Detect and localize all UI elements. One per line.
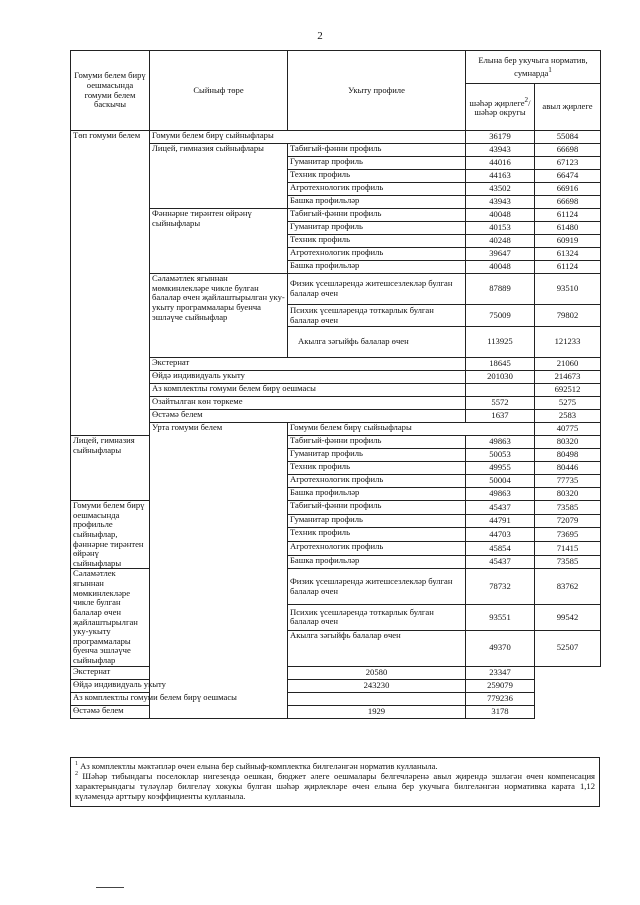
table-row [71,144,601,157]
value-urban: 49863 [466,436,535,449]
footnote-1-text: Аз комплектлы мәктәпләр өчен елына бер сыйныф-комплектка билгеләнгән норматив кулланыла. [80,761,438,771]
value-rural: 5275 [535,397,601,410]
profile-cell: Табигый-фәнни профиль [288,501,466,515]
profile-cell: Агротехнологик профиль [288,542,466,556]
row-label: Өйдә индивидуаль укыту [150,371,466,384]
profile-cell: Психик үсешләрендә тоткарлык булган балалар өчен [288,305,466,327]
footnotes [70,757,600,807]
value-rural: 2583 [535,410,601,423]
row-label: Экстернат [71,666,288,679]
value-rural: 21060 [535,358,601,371]
value-rural: 61480 [535,222,601,235]
value-rural: 61124 [535,209,601,222]
profile-cell: Агротехнологик профиль [288,248,466,261]
table-row [71,666,601,679]
footnote-2 [75,771,595,801]
value-rural: 259079 [466,679,535,692]
value-rural: 66474 [535,170,601,183]
profile-cell: Техник профиль [288,235,466,248]
profile-cell: Акылга зәгыйфь балалар өчен [288,327,466,358]
value-rural: 3178 [466,705,535,718]
table-row [71,397,601,410]
table-row [71,705,601,718]
value-urban: 49370 [466,630,535,666]
value-urban: 50004 [466,475,535,488]
value-urban: 49955 [466,462,535,475]
value-urban: 39647 [466,248,535,261]
value-rural: 60919 [535,235,601,248]
value-urban: 43502 [466,183,535,196]
row-label: Өйдә индивидуаль укыту [71,679,288,692]
value-rural: 71415 [535,542,601,556]
value-rural: 66698 [535,196,601,209]
value-rural: 61124 [535,261,601,274]
class-type-cell: Сәламәтлек ягыннан мөмкинлекләре чикле булган балалар өчен җайлаштырылган уку-укыту программалары буенча эшләүче сыйныфлар [71,569,150,666]
value-rural: 23347 [466,666,535,679]
table-row [71,384,601,397]
value-urban: 78732 [466,569,535,605]
class-type-cell: Лицей, гимназия сыйныфлары [71,436,150,501]
value-urban: 43943 [466,196,535,209]
header-norm-sup: 1 [548,65,552,74]
table-row [71,358,601,371]
profile-cell: Башка профильләр [288,261,466,274]
footnote-1 [75,761,595,771]
header-urban [466,84,535,131]
value-rural: 93510 [535,274,601,305]
value-urban: 44703 [466,528,535,542]
value-rural: 61324 [535,248,601,261]
value-urban: 40248 [466,235,535,248]
table-row [71,423,601,436]
value-urban: 40153 [466,222,535,235]
profile-cell: Гуманитар профиль [288,449,466,462]
value-rural: 67123 [535,157,601,170]
value-rural: 77735 [535,475,601,488]
profile-cell: Техник профиль [288,170,466,183]
value-urban: 40048 [466,261,535,274]
value-rural: 80498 [535,449,601,462]
bottom-rule [96,887,124,888]
footnote-2-text: Шәһәр тибындагы поселоклар нигезендә оешкан, бюджет әлеге оешмалары белгечләренә авыл җирендә эшләгән өчен компенсация характерындагы түләүләр билгеләү хокукы булган шәһәр җирлекләре өчен елына бер укучыга билгеләнгән нормативка карата 1,12 күләмендә арттыру коэффициенты кулланыла. [75,771,595,802]
row-label: Озайтылган көн төркеме [150,397,466,410]
profile-cell: Табигый-фәнни профиль [288,436,466,449]
value-rural: 83762 [535,569,601,605]
profile-cell: Табигый-фәнни профиль [288,209,466,222]
value-urban: 18645 [466,358,535,371]
value-rural: 779236 [466,692,535,705]
header-level: Гомуми белем бирү оешмасында гомуми белем баскычы [71,51,150,131]
profile-cell: Гуманитар профиль [288,157,466,170]
profile-cell: Гуманитар профиль [288,514,466,528]
value-urban: 20580 [288,666,466,679]
value-rural: 66916 [535,183,601,196]
level-cell: Урта гомуми белем [150,423,288,719]
value-urban: 50053 [466,449,535,462]
table-row [71,371,601,384]
class-type-cell: Лицей, гимназия сыйныфлары [150,144,288,209]
value-rural: 73695 [535,528,601,542]
value-urban: 243230 [288,679,466,692]
row-label: Өстәмә белем [150,410,466,423]
level-cell: Төп гомуми белем [71,131,150,436]
value-urban: 1637 [466,410,535,423]
table-row [71,274,601,305]
value-urban: 36179 [466,131,535,144]
value-urban: 44791 [466,514,535,528]
header-urban-text: шәһәр җирлеге [469,97,525,108]
value-urban: 93551 [466,605,535,630]
profile-cell: Физик үсешләрендә житешсезлекләр булган балалар өчен [288,274,466,305]
profile-cell: Техник профиль [288,528,466,542]
profile-cell: Агротехнологик профиль [288,475,466,488]
profile-cell: Психик үсешләрендә тоткарлык булган балалар өчен [288,605,466,630]
table-row [71,131,601,144]
profile-cell: Физик үсешләрендә житешсезлекләр булган балалар өчен [288,569,466,605]
profile-cell: Гуманитар профиль [288,222,466,235]
profile-cell: Башка профильләр [288,555,466,569]
value-urban: 45854 [466,542,535,556]
row-label: Экстернат [150,358,466,371]
footnote-1-mark: 1 [75,761,78,768]
value-rural: 214673 [535,371,601,384]
class-type-cell: Фәннәрне тирәнтен өйрәнү сыйныфлары [150,209,288,274]
value-urban: 113925 [466,327,535,358]
row-label: Гомуми белем бирү сыйныфлары [288,423,535,436]
page-number: 2 [317,30,323,42]
value-urban: 40775 [535,423,601,436]
header-norm-text: Елына бер укучыга норматив, сумнарда [478,54,588,78]
value-rural: 55084 [535,131,601,144]
value-urban: 43943 [466,144,535,157]
footnote-2-mark: 2 [75,771,78,778]
value-urban [466,384,535,397]
value-urban: 1929 [288,705,466,718]
value-rural: 692512 [535,384,601,397]
row-label: Гомуми белем бирү сыйныфлары [150,131,466,144]
table-row [71,692,601,705]
value-urban [288,692,466,705]
class-type-cell: Сәламәтлек ягыннан мөмкинлекләре чикле булган балалар өчен җайлаштырылган уку-укыту программалары буенча эшләүче сыйныфлар [150,274,288,358]
value-urban: 201030 [466,371,535,384]
value-urban: 87889 [466,274,535,305]
class-type-cell: Гомуми белем бирү оешмасында профильле сыйныфлар, фәннәрне тирәнтен өйрәнү сыйныфлары [71,501,150,569]
header-norm [466,51,601,84]
norms-table [70,50,601,719]
value-rural: 121233 [535,327,601,358]
row-label: Аз комплектлы гомуми белем бирү оешмасы [150,384,466,397]
profile-cell: Башка профильләр [288,196,466,209]
profile-cell: Акылга зәгыйфь балалар өчен [288,630,466,666]
value-rural: 72079 [535,514,601,528]
value-rural: 80446 [535,462,601,475]
header-urban-tail: / шәһәр округы [474,97,531,118]
value-urban: 45437 [466,555,535,569]
value-urban: 40048 [466,209,535,222]
header-rural: авыл җирлеге [535,84,601,131]
value-urban: 44016 [466,157,535,170]
table-row [71,209,601,222]
value-rural: 73585 [535,501,601,515]
value-rural: 73585 [535,555,601,569]
value-urban: 75009 [466,305,535,327]
value-rural: 99542 [535,605,601,630]
value-rural: 79802 [535,305,601,327]
header-row [71,51,601,84]
row-label: Өстәмә белем [71,705,288,718]
value-urban: 5572 [466,397,535,410]
value-rural: 80320 [535,436,601,449]
value-rural: 66698 [535,144,601,157]
table-row [71,679,601,692]
profile-cell: Агротехнологик профиль [288,183,466,196]
profile-cell: Табигый-фәнни профиль [288,144,466,157]
value-urban: 45437 [466,501,535,515]
header-class-type: Сыйныф төре [150,51,288,131]
header-urban-sup: 2 [524,95,529,104]
table-row [71,410,601,423]
value-urban: 44163 [466,170,535,183]
row-label: Аз комплектлы гомуми белем бирү оешмасы [71,692,288,705]
value-urban: 49863 [466,488,535,501]
value-rural: 80320 [535,488,601,501]
header-profile: Укыту профиле [288,51,466,131]
profile-cell: Техник профиль [288,462,466,475]
value-rural: 52507 [535,630,601,666]
profile-cell: Башка профильләр [288,488,466,501]
